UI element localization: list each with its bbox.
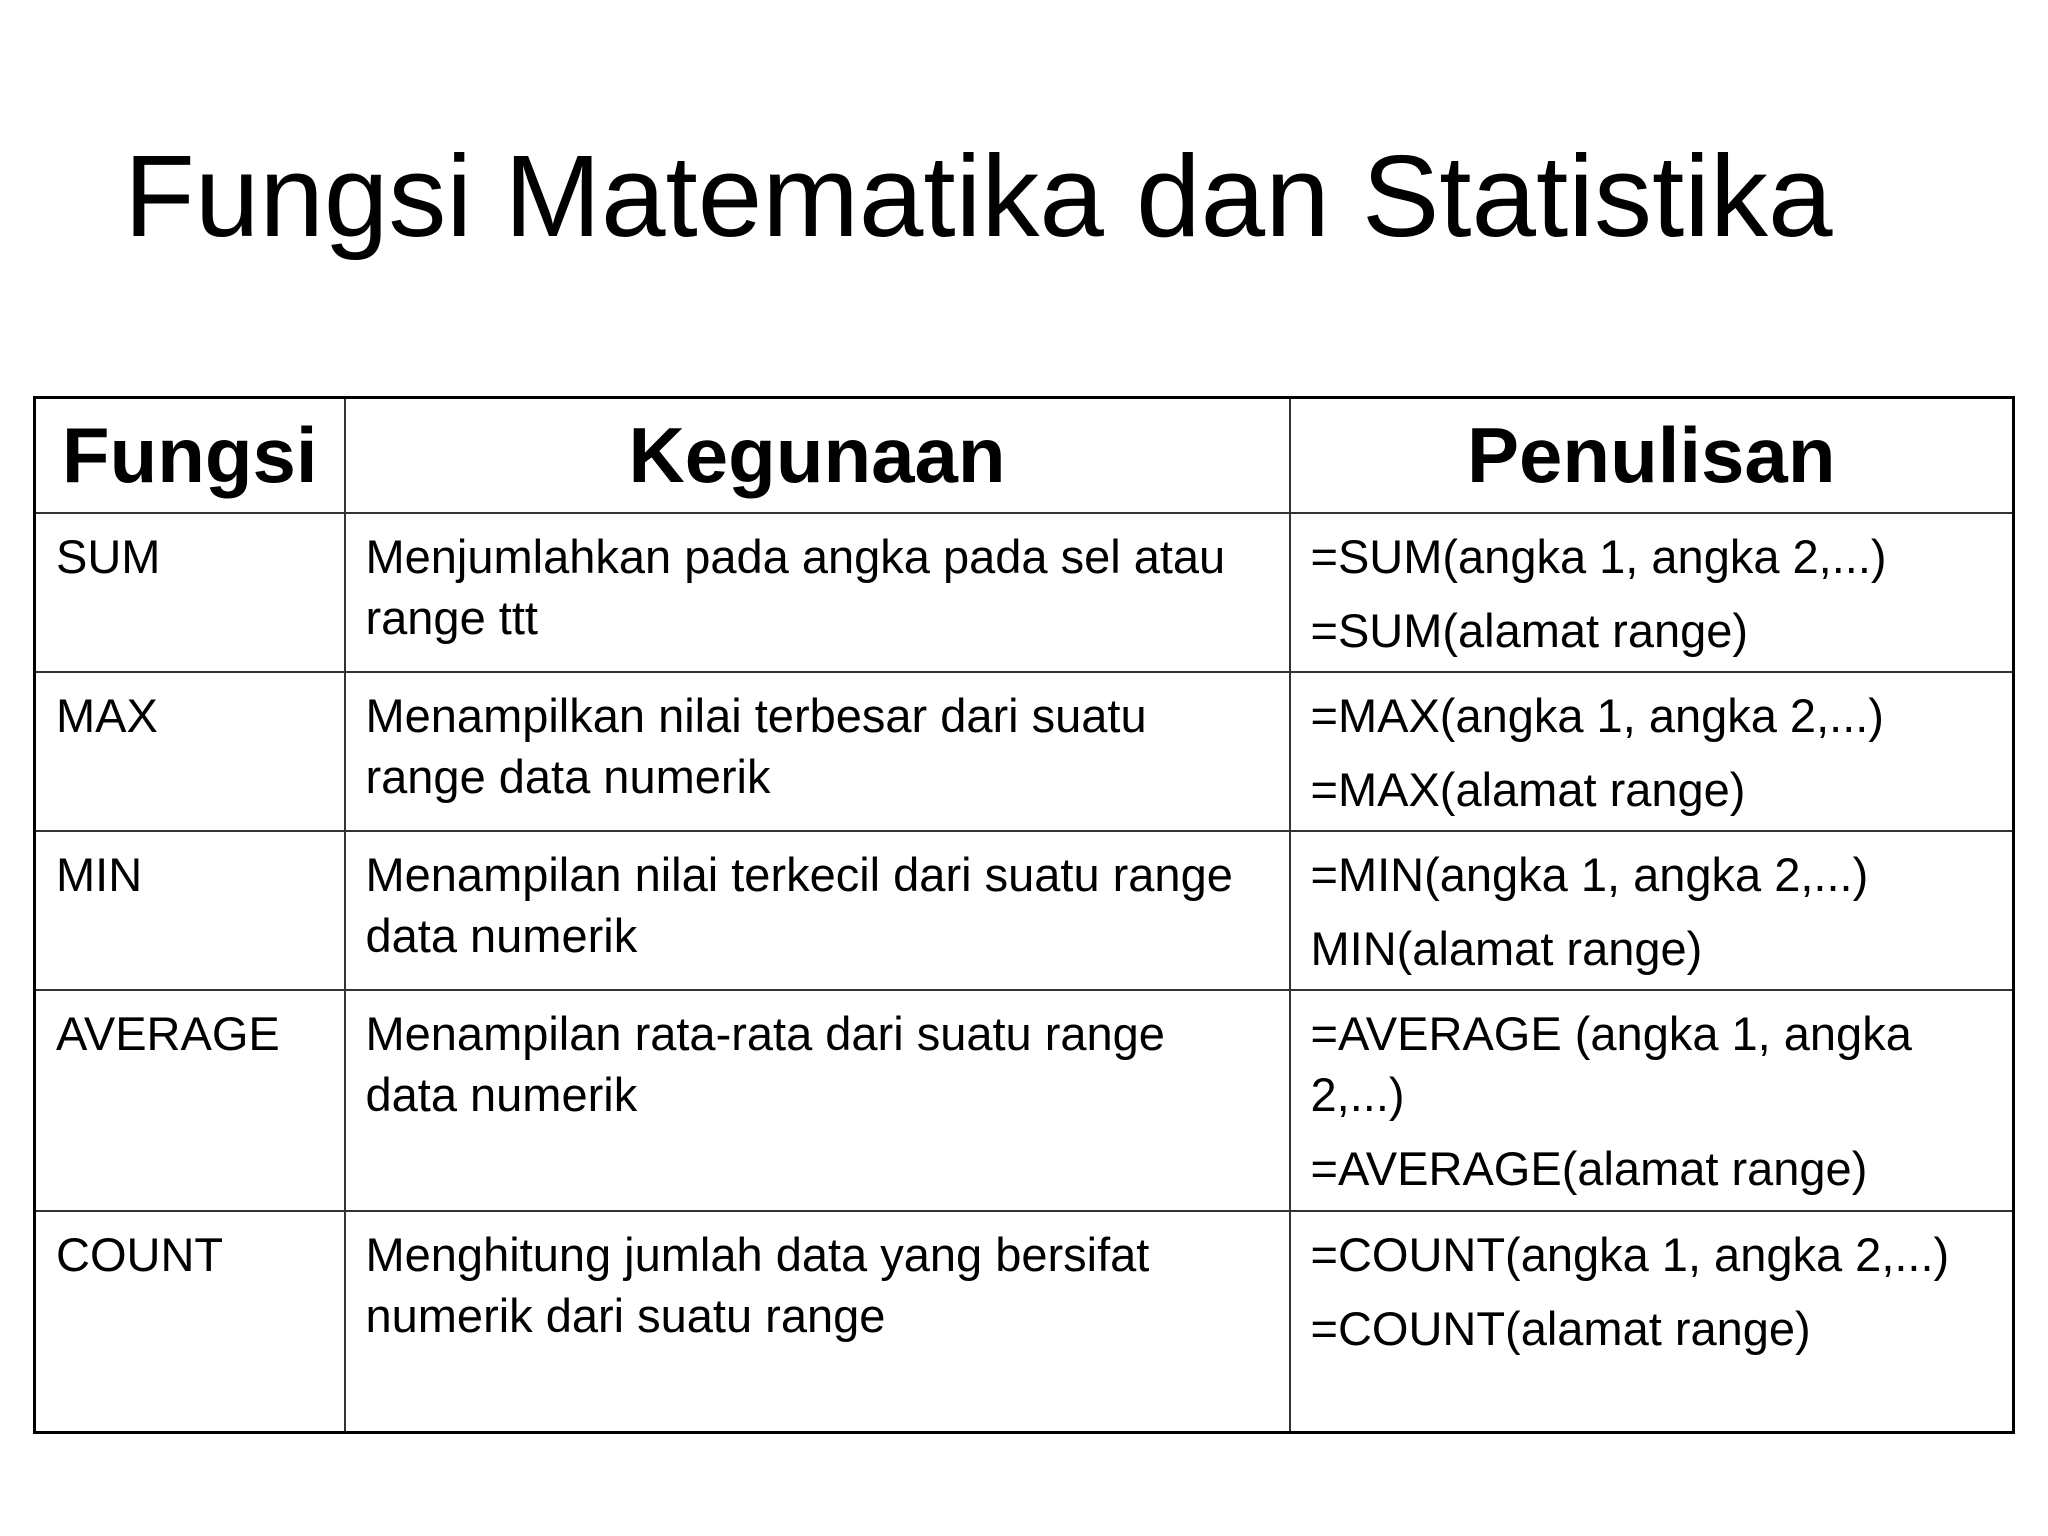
slide-title: Fungsi Matematika dan Statistika [124,131,1833,261]
syntax-line: MIN(alamat range) [1310,922,1703,975]
table-header-row [35,398,2014,514]
cell-fungsi: MIN [35,831,345,990]
cell-kegunaan: Menampilan nilai terkecil dari suatu range data numerik [345,831,1290,990]
header-penulisan: Penulisan [1290,398,2014,514]
syntax-line: =SUM(angka 1, angka 2,...) [1310,530,1887,583]
cell-fungsi: AVERAGE [35,990,345,1211]
cell-penulisan [1290,513,2014,672]
cell-penulisan [1290,831,2014,990]
table-row-min [35,831,2014,990]
syntax-line: =AVERAGE (angka 1, angka 2,...) [1310,1007,1912,1121]
function-table [33,396,2015,1434]
cell-kegunaan: Menjumlahkan pada angka pada sel atau range ttt [345,513,1290,672]
syntax-line: =COUNT(alamat range) [1310,1302,1811,1355]
function-table-container [33,396,2012,1434]
table-row-sum [35,513,2014,672]
syntax-line: =COUNT(angka 1, angka 2,...) [1310,1228,1950,1281]
cell-kegunaan: Menampilan rata-rata dari suatu range data numerik [345,990,1290,1211]
table-row-average [35,990,2014,1211]
table-row-count [35,1211,2014,1433]
header-kegunaan: Kegunaan [345,398,1290,514]
cell-fungsi: COUNT [35,1211,345,1433]
cell-kegunaan: Menampilkan nilai terbesar dari suatu range data numerik [345,672,1290,831]
cell-fungsi: MAX [35,672,345,831]
cell-penulisan [1290,672,2014,831]
cell-penulisan [1290,990,2014,1211]
syntax-line: =SUM(alamat range) [1310,604,1749,657]
cell-penulisan [1290,1211,2014,1433]
cell-fungsi: SUM [35,513,345,672]
syntax-line: =MIN(angka 1, angka 2,...) [1310,848,1869,901]
header-fungsi: Fungsi [35,398,345,514]
cell-kegunaan: Menghitung jumlah data yang bersifat numerik dari suatu range [345,1211,1290,1433]
syntax-line: =MAX(angka 1, angka 2,...) [1310,689,1884,742]
syntax-line: =AVERAGE(alamat range) [1310,1142,1868,1195]
syntax-line: =MAX(alamat range) [1310,763,1746,816]
table-row-max [35,672,2014,831]
